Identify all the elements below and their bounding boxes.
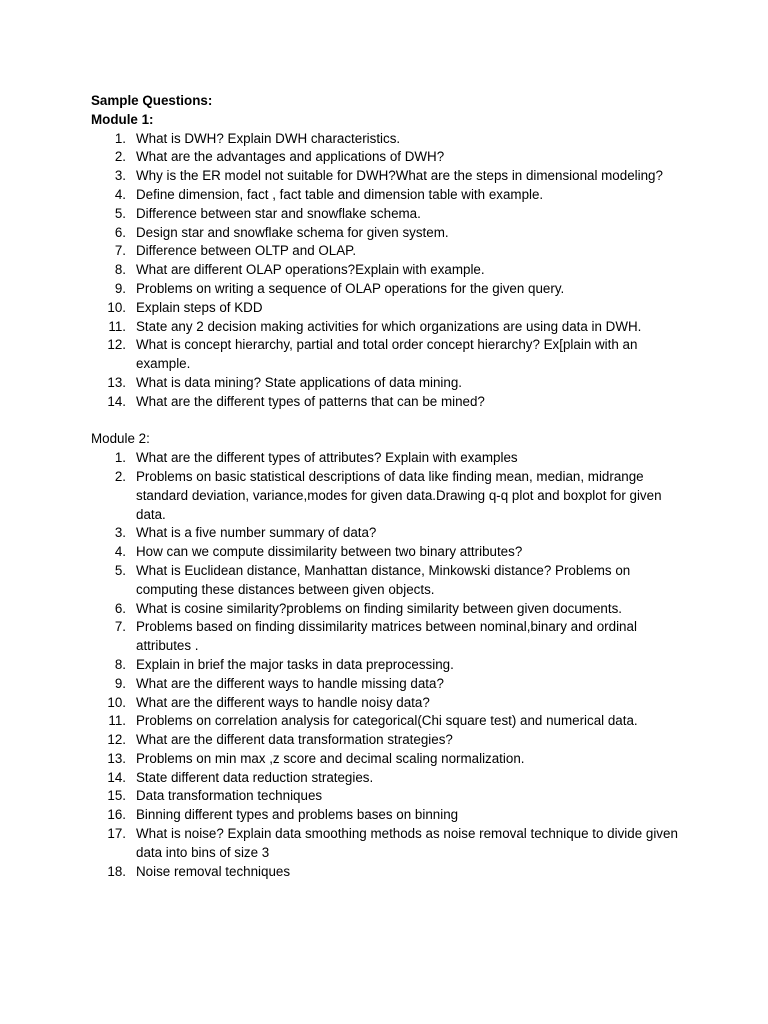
question-item — [91, 224, 691, 243]
question-item — [91, 787, 691, 806]
question-text: What are the different types of attributes? Explain with examples — [136, 450, 518, 466]
question-number: 12. — [107, 732, 126, 748]
question-number: 8. — [114, 656, 126, 672]
question-text: Difference between OLTP and OLAP. — [136, 243, 357, 259]
question-item — [91, 806, 691, 825]
document-heading: Sample Questions: — [91, 93, 213, 108]
question-item — [91, 280, 691, 299]
question-number: 1. — [114, 130, 126, 146]
question-item — [91, 675, 691, 694]
question-number: 7. — [114, 243, 126, 259]
question-item — [91, 318, 691, 337]
question-text: What is concept hierarchy, partial and total order concept hierarchy? Ex[plain with an example. — [136, 337, 638, 372]
question-number: 17. — [107, 826, 126, 842]
question-text: Problems on basic statistical descriptions of data like finding mean, median, midrange standard deviation, variance,modes for given data.Drawing q-q plot and boxplot for given data. — [136, 468, 662, 522]
module-title: Module 2: — [91, 431, 150, 447]
question-text: Binning different types and problems bases on binning — [136, 807, 459, 823]
question-item — [91, 712, 691, 731]
question-text: Design star and snowflake schema for given system. — [136, 224, 449, 240]
question-item — [91, 600, 691, 619]
question-number: 10. — [107, 299, 126, 315]
module-title: Module 1: — [91, 111, 154, 127]
question-item — [91, 656, 691, 675]
question-item — [91, 299, 691, 318]
question-list — [91, 130, 691, 412]
question-number: 13. — [107, 374, 126, 390]
question-number: 4. — [114, 544, 126, 560]
question-item — [91, 694, 691, 713]
question-text: Problems on min max ,z score and decimal scaling normalization. — [136, 750, 525, 766]
question-number: 1. — [114, 450, 126, 466]
question-text: Define dimension, fact , fact table and dimension table with example. — [136, 186, 544, 202]
question-number: 11. — [108, 713, 126, 729]
question-item — [91, 825, 691, 863]
question-text: Difference between star and snowflake schema. — [136, 205, 421, 221]
question-number: 4. — [114, 186, 126, 202]
question-item — [91, 618, 691, 656]
question-text: What is data mining? State applications of data mining. — [136, 374, 463, 390]
question-number: 9. — [114, 675, 126, 691]
question-text: What is cosine similarity?problems on finding similarity between given documents. — [136, 600, 622, 616]
question-text: What are the advantages and applications of DWH? — [136, 149, 445, 165]
question-item — [91, 167, 691, 186]
question-item — [91, 468, 691, 524]
question-text: State any 2 decision making activities for which organizations are using data in DWH. — [136, 318, 642, 334]
modules-container — [91, 111, 691, 882]
question-number: 3. — [114, 168, 126, 184]
question-text: Problems on correlation analysis for categorical(Chi square test) and numerical data. — [136, 713, 638, 729]
question-text: Why is the ER model not suitable for DWH?What are the steps in dimensional modeling? — [136, 168, 663, 184]
question-item — [91, 374, 691, 393]
question-text: What are the different types of patterns that can be mined? — [136, 393, 485, 409]
question-item — [91, 524, 691, 543]
question-text: Explain steps of KDD — [136, 299, 263, 315]
question-text: Explain in brief the major tasks in data preprocessing. — [136, 656, 454, 672]
question-text: What are different OLAP operations?Explain with example. — [136, 262, 485, 278]
question-number: 15. — [107, 788, 126, 804]
question-number: 13. — [107, 750, 126, 766]
question-item — [91, 562, 691, 600]
question-text: How can we compute dissimilarity between two binary attributes? — [136, 544, 523, 560]
question-number: 18. — [107, 863, 126, 879]
question-number: 8. — [114, 262, 126, 278]
question-item — [91, 242, 691, 261]
question-number: 3. — [114, 525, 126, 541]
question-text: What is Euclidean distance, Manhattan distance, Minkowski distance? Problems on computing these distances between given objects. — [136, 562, 631, 597]
question-item — [91, 148, 691, 167]
question-item — [91, 393, 691, 412]
question-number: 2. — [114, 149, 126, 165]
question-item — [91, 336, 691, 374]
question-item — [91, 130, 691, 149]
question-number: 5. — [114, 205, 126, 221]
question-text: What is a five number summary of data? — [136, 525, 377, 541]
question-text: State different data reduction strategies. — [136, 769, 374, 785]
question-item — [91, 186, 691, 205]
question-number: 14. — [107, 769, 126, 785]
question-item — [91, 863, 691, 882]
question-item — [91, 750, 691, 769]
question-item — [91, 449, 691, 468]
question-number: 6. — [114, 600, 126, 616]
question-item — [91, 769, 691, 788]
question-text: Problems based on finding dissimilarity matrices between nominal,binary and ordinal attributes . — [136, 619, 637, 654]
question-text: Problems on writing a sequence of OLAP operations for the given query. — [136, 280, 565, 296]
question-text: What are the different ways to handle noisy data? — [136, 694, 430, 710]
question-text: What are the different ways to handle missing data? — [136, 675, 444, 691]
question-text: Noise removal techniques — [136, 863, 291, 879]
question-item — [91, 205, 691, 224]
section-spacer — [91, 412, 691, 431]
question-number: 7. — [114, 619, 126, 635]
question-number: 5. — [114, 562, 126, 578]
question-text: Data transformation techniques — [136, 788, 323, 804]
question-list — [91, 449, 691, 881]
question-number: 14. — [107, 393, 126, 409]
module-section — [91, 412, 691, 882]
question-number: 11. — [108, 318, 126, 334]
question-number: 16. — [107, 807, 126, 823]
question-number: 2. — [114, 468, 126, 484]
question-number: 9. — [114, 280, 126, 296]
question-number: 6. — [114, 224, 126, 240]
question-text: What are the different data transformation strategies? — [136, 732, 453, 748]
question-text: What is DWH? Explain DWH characteristics. — [136, 130, 401, 146]
document-page — [91, 92, 691, 881]
module-section — [91, 111, 691, 412]
question-item — [91, 731, 691, 750]
question-number: 12. — [107, 337, 126, 353]
question-number: 10. — [107, 694, 126, 710]
question-item — [91, 543, 691, 562]
question-text: What is noise? Explain data smoothing methods as noise removal technique to divide given data into bins of size 3 — [136, 826, 678, 860]
question-item — [91, 261, 691, 280]
